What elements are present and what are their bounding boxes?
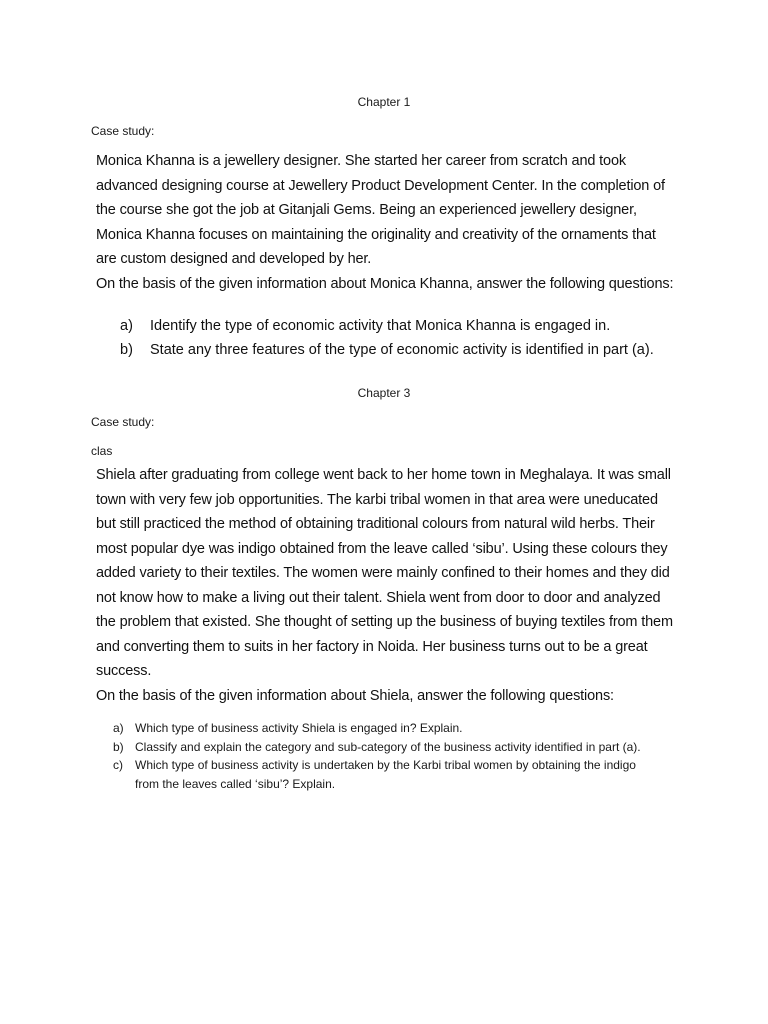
paragraph-line: success. [96, 663, 152, 679]
paragraph-line: not know how to make a living out their talent. Shiela went from door to door and analyzed [96, 589, 661, 606]
paragraph-line: added variety to their textiles. The women were mainly confined to their homes and they did [96, 565, 670, 581]
question-text: Which type of business activity is undertaken by the Karbi tribal women by obtaining the indigo [135, 758, 636, 772]
paragraph-line: most popular dye was indigo obtained from the leave called ‘sibu’. Using these colours they [96, 540, 668, 557]
paragraph-line: advanced designing course at Jewellery Product Development Center. In the completion of [96, 177, 665, 194]
question-text: Classify and explain the category and sub-category of the business activity identified in part (a). [135, 739, 641, 754]
question-text-continued: from the leaves called ‘sibu’? Explain. [135, 776, 336, 791]
paragraph-line: On the basis of the given information about Shiela, answer the following questions: [96, 687, 614, 704]
paragraph-line: and converting them to suits in her factory in Noida. Her business turns out to be a great [96, 638, 648, 655]
paragraph-line: but still practiced the method of obtaining traditional colours from natural wild herbs. Their [96, 516, 655, 532]
chapter-3-case-paragraph [96, 463, 673, 708]
chapter-3-questions [113, 719, 641, 793]
chapter-1-case-study-label: Case study: [91, 124, 155, 138]
question-item [120, 314, 654, 338]
question-label: a) [120, 318, 133, 334]
paragraph-line: On the basis of the given information about Monica Khanna, answer the following questions: [96, 275, 674, 292]
chapter-1-case-paragraph [96, 149, 673, 296]
question-item [113, 719, 641, 738]
question-text: Which type of business activity Shiela is engaged in? Explain. [135, 721, 463, 735]
chapter-1-heading: Chapter 1 [357, 95, 411, 109]
chapter-3-stray-text: clas [91, 444, 113, 458]
paragraph-line: Monica Khanna is a jewellery designer. She started her career from scratch and took [96, 153, 626, 169]
paragraph-line: are custom designed and developed by her. [96, 251, 372, 267]
paragraph-line: the problem that existed. She thought of setting up the business of buying textiles from them [96, 614, 673, 630]
paragraph-line: Monica Khanna focuses on maintaining the originality and creativity of the ornaments that [96, 226, 656, 243]
question-label: c) [113, 758, 123, 772]
question-item [113, 756, 641, 793]
question-label: b) [113, 739, 124, 754]
question-label: a) [113, 721, 124, 735]
chapter-3-case-study-label: Case study: [91, 415, 155, 429]
question-item [113, 738, 641, 757]
chapter-3-heading: Chapter 3 [357, 386, 411, 400]
paragraph-line: Shiela after graduating from college went back to her home town in Meghalaya. It was small [96, 467, 671, 483]
question-text: State any three features of the type of economic activity is identified in part (a). [150, 342, 654, 358]
paragraph-line: the course she got the job at Gitanjali Gems. Being an experienced jewellery designer, [96, 202, 637, 218]
chapter-1-questions [120, 314, 654, 362]
question-text: Identify the type of economic activity that Monica Khanna is engaged in. [150, 318, 611, 334]
question-item [120, 338, 654, 362]
question-label: b) [120, 342, 133, 358]
paragraph-line: town with very few job opportunities. The karbi tribal women in that area were uneducated [96, 491, 658, 508]
